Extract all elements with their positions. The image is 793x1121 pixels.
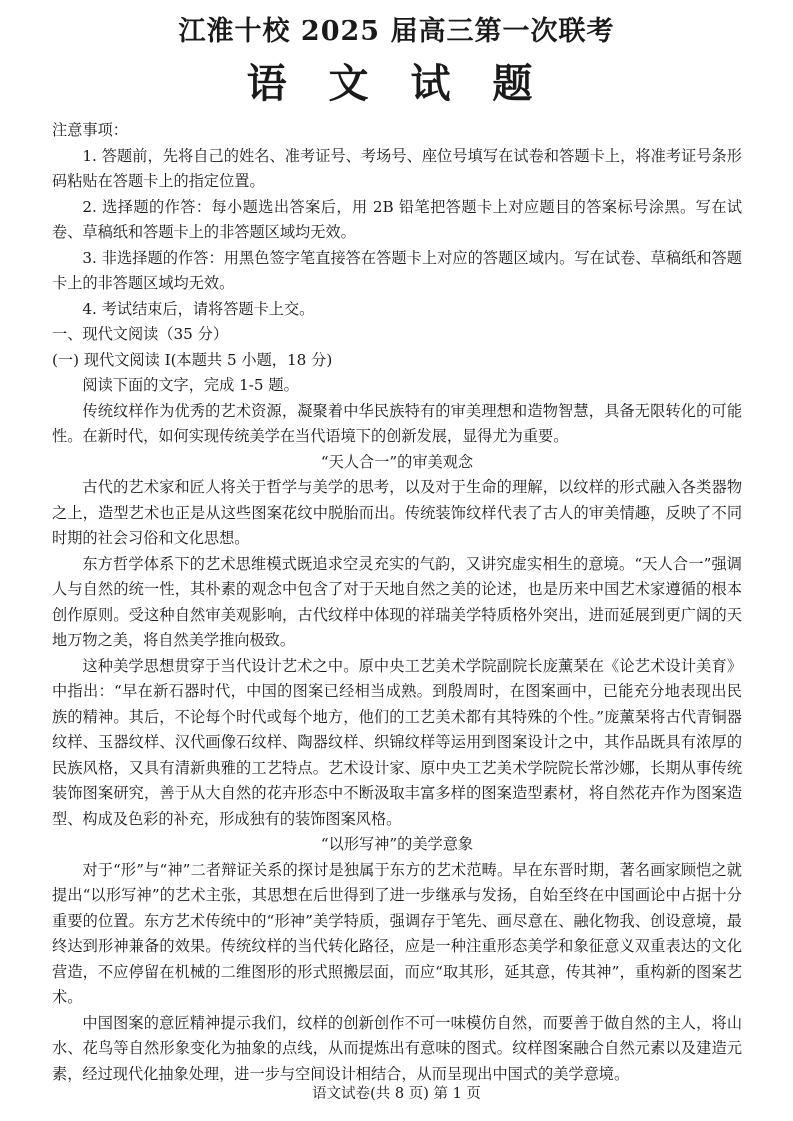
notice-item: 2. 选择题的作答：每小题选出答案后，用 2B 铅笔把答题卡上对应题目的答案标号涂黑。写在试卷、草稿纸和答题卡上的非答题区域均无效。 [52,197,742,241]
article-paragraph: 对于“形”与“神”二者辩证关系的探讨是独属于东方的艺术范畴。早在东晋时期，著名画家顾恺之就提出“以形写神”的艺术主张，其思想在后世得到了进一步继承与发扬，自始至终在中国画论中占据十分重要的位置。东方艺术传统中的“形神”美学特质，强调存于笔先、画尽意在、融化物我、创设意境，最终达到形神兼备的效果。传统纹样的当代转化路径，应是一种注重形态美学和象征意义双重表达的文化营造，不应停留在机械的二维图形的形式照搬层面，而应“取其形，延其意，传其神”，重构新的图案艺术。 [52,860,742,1006]
notice-item: 4. 考试结束后，请将答题卡上交。 [82,299,315,318]
article-paragraph: 中国图案的意匠精神提示我们，纹样的创新创作不可一味模仿自然，而要善于做自然的主人，将山水、花鸟等自然形象变化为抽象的点线，从而提炼出有意味的图式。纹样图案融合自然元素以及建造元素，经过现代化抽象处理，进一步与空间设计相结合，从而呈现出中国式的美学意境。 [52,1013,742,1083]
notice-item: 1. 答题前，先将自己的姓名、准考证号、考场号、座位号填写在试卷和答题卡上，将准考证号条形码粘贴在答题卡上的指定位置。 [52,146,742,190]
reading-instruction: 阅读下面的文字，完成 1-5 题。 [82,376,299,394]
article-paragraph: 古代的艺术家和匠人将关于哲学与美学的思考，以及对于生命的理解，以纹样的形式融入各类器物之上，造型艺术也正是从这些图案花纹中脱胎而出。传统装饰纹样代表了古人的审美情趣，反映了不同时期的社会习俗和文化思想。 [52,478,742,547]
notice-heading: 注意事项： [52,121,128,139]
article-subheading: “以形写神”的美学意象 [320,835,474,853]
article-subheading: “天人合一”的审美观念 [320,452,474,471]
section-title: 一、现代文阅读（35 分） [52,325,229,343]
article-paragraph: 这种美学思想贯穿于当代设计艺术之中。原中央工艺美术学院副院长庞薰琹在《论艺术设计美育》中指出：“早在新石器时代，中国的图案已经相当成熟。到殷周时，在图案画中，已能充分地表现出民族的精神。其后，不论每个时代或每个地方，他们的工艺美术都有其特殊的个性。”庞薰琹将古代青铜器纹样、玉器纹样、汉代画像石纹样、陶器纹样、织锦纹样等运用到图案设计之中，其作品既具有浓厚的民族风格，又具有清新典雅的工艺特点。艺术设计家、原中央工艺美术学院院长常沙娜，长期从事传统装饰图案研究，善于从大自然的花卉形态中不断汲取丰富多样的图案造型素材，将自然花卉作为图案造型、构成及色彩的补充，形成独有的装饰图案风格。 [52,656,742,828]
sub-section-title: (一) 现代文阅读 I(本题共 5 小题，18 分) [52,350,333,369]
exam-title: 江淮十校 2025 届高三第一次联考 [178,16,615,47]
notice-item: 3. 非选择题的作答：用黑色签字笔直接答在答题卡上对应的答题区域内。写在试卷、草稿纸和答题卡上的非答题区域均无效。 [52,248,742,292]
article-paragraph: 传统纹样作为优秀的艺术资源，凝聚着中华民族特有的审美理想和造物智慧，具备无限转化的可能性。在新时代，如何实现传统美学在当代语境下的创新发展，显得尤为重要。 [52,401,742,445]
article-paragraph: 东方哲学体系下的艺术思维模式既追求空灵充实的气韵，又讲究虚实相生的意境。“天人合一”强调人与自然的统一性，其朴素的观念中包含了对于天地自然之美的论述，也是历来中国艺术家遵循的根本创作原则。受这种自然审美观影响，古代纹样中体现的祥瑞美学特质格外突出，进而延展到更广阔的天地万物之美，将自然美学推向极致。 [52,554,742,649]
page-content [52,118,742,1087]
page-footer: 语文试卷(共 8 页) 第 1 页 [312,1086,481,1102]
subject-title: 语 文 试 题 [246,60,547,107]
